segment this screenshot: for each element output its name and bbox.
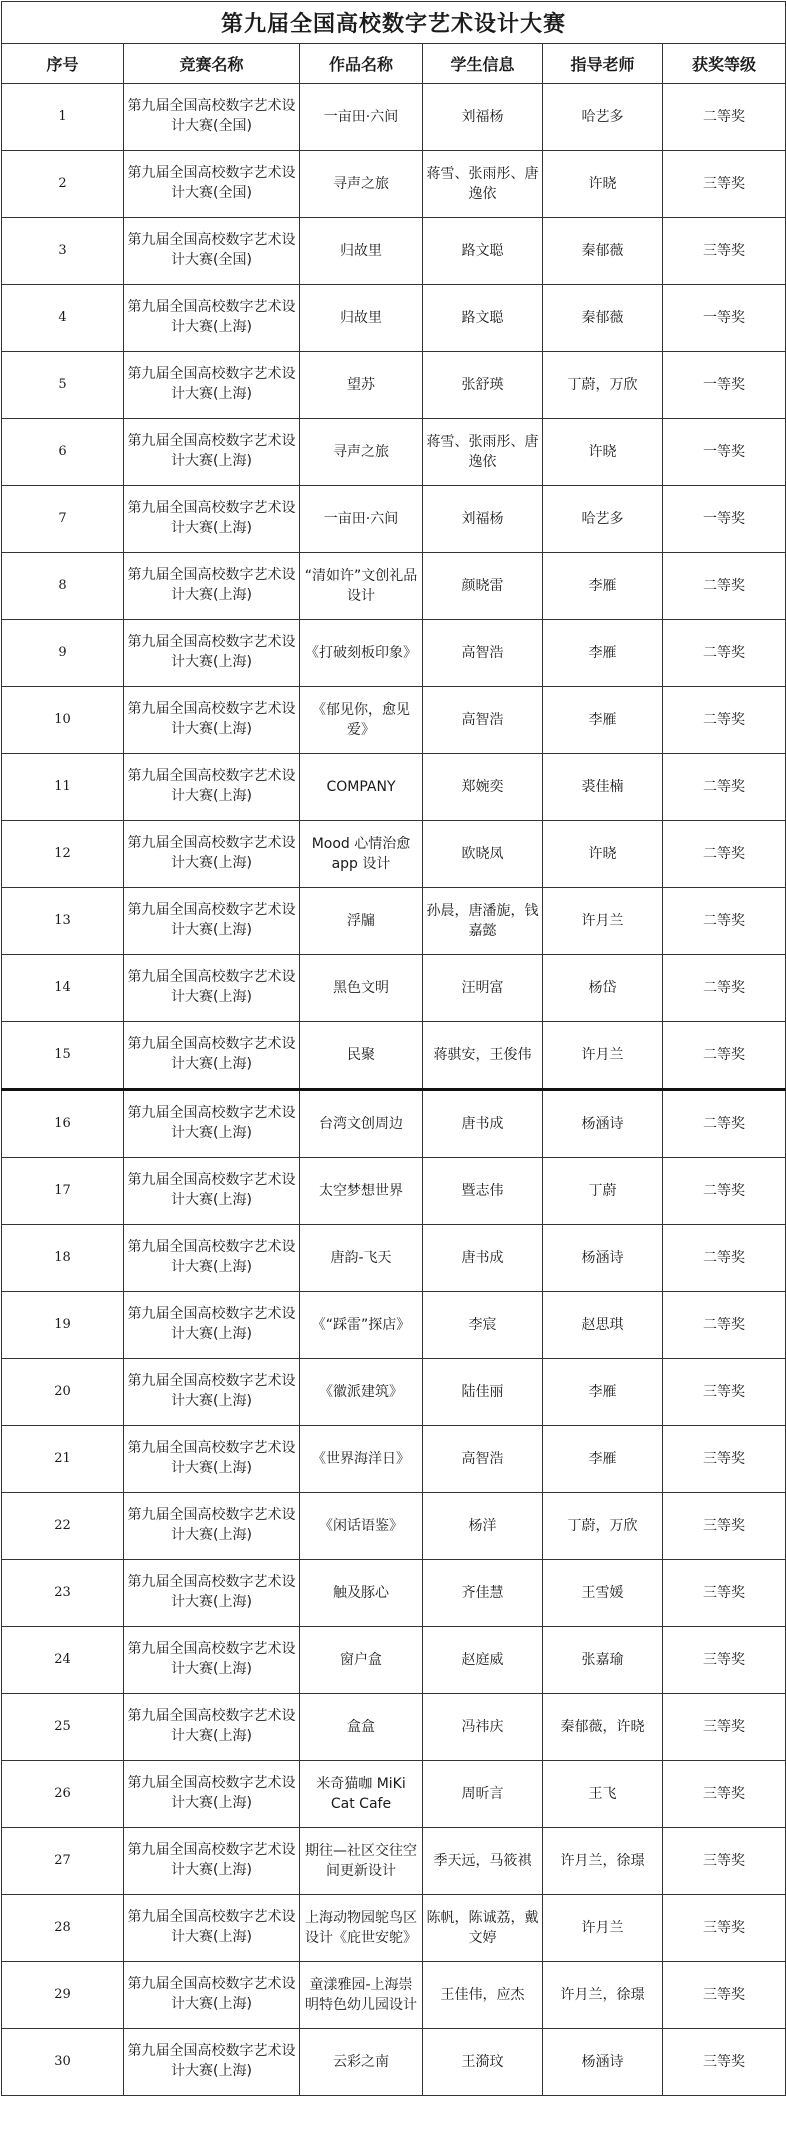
cell-students: 暨志伟: [423, 1158, 543, 1225]
cell-students: 王漪玟: [423, 2029, 543, 2096]
cell-level: 三等奖: [663, 1828, 786, 1895]
cell-work: 寻声之旅: [300, 151, 423, 218]
award-table: [1, 1, 786, 2096]
cell-students: 刘福杨: [423, 486, 543, 553]
cell-competition: 第九届全国高校数字艺术设计大赛(上海): [124, 1895, 300, 1962]
cell-no: 20: [2, 1359, 124, 1426]
cell-work: 《世界海洋日》: [300, 1426, 423, 1493]
cell-teacher: 杨涵诗: [543, 2029, 663, 2096]
cell-level: 三等奖: [663, 218, 786, 285]
cell-work: 童漾雅园-上海崇明特色幼儿园设计: [300, 1962, 423, 2029]
cell-level: 三等奖: [663, 1895, 786, 1962]
cell-teacher: 李雁: [543, 1426, 663, 1493]
table-row: [2, 687, 786, 754]
cell-level: 二等奖: [663, 84, 786, 151]
cell-level: 二等奖: [663, 553, 786, 620]
cell-level: 一等奖: [663, 486, 786, 553]
table-row: [2, 1292, 786, 1359]
table-row: [2, 1359, 786, 1426]
cell-work: 窗户盒: [300, 1627, 423, 1694]
cell-competition: 第九届全国高校数字艺术设计大赛(上海): [124, 486, 300, 553]
cell-students: 孙晨，唐潘旎，钱嘉懿: [423, 888, 543, 955]
table-row: [2, 151, 786, 218]
cell-work: 寻声之旅: [300, 419, 423, 486]
table-row: [2, 754, 786, 821]
cell-students: 陆佳丽: [423, 1359, 543, 1426]
cell-competition: 第九届全国高校数字艺术设计大赛(上海): [124, 1761, 300, 1828]
table-row: [2, 1022, 786, 1090]
cell-no: 22: [2, 1493, 124, 1560]
table-row: [2, 1694, 786, 1761]
cell-level: 二等奖: [663, 754, 786, 821]
cell-level: 三等奖: [663, 1493, 786, 1560]
cell-no: 29: [2, 1962, 124, 2029]
cell-no: 28: [2, 1895, 124, 1962]
cell-competition: 第九届全国高校数字艺术设计大赛(上海): [124, 1694, 300, 1761]
cell-students: 郑婉奕: [423, 754, 543, 821]
cell-work: 盒盒: [300, 1694, 423, 1761]
cell-no: 24: [2, 1627, 124, 1694]
cell-competition: 第九届全国高校数字艺术设计大赛(上海): [124, 1426, 300, 1493]
cell-work: 归故里: [300, 218, 423, 285]
cell-work: 台湾文创周边: [300, 1090, 423, 1158]
cell-teacher: 秦郁薇，许晓: [543, 1694, 663, 1761]
cell-no: 12: [2, 821, 124, 888]
cell-students: 齐佳慧: [423, 1560, 543, 1627]
cell-work: 黑色文明: [300, 955, 423, 1022]
cell-students: 季天远，马筱祺: [423, 1828, 543, 1895]
cell-competition: 第九届全国高校数字艺术设计大赛(上海): [124, 2029, 300, 2096]
cell-level: 三等奖: [663, 1627, 786, 1694]
cell-students: 高智浩: [423, 687, 543, 754]
cell-teacher: 丁蔚，万欣: [543, 1493, 663, 1560]
table-row: [2, 1426, 786, 1493]
cell-level: 二等奖: [663, 1292, 786, 1359]
cell-teacher: 李雁: [543, 1359, 663, 1426]
cell-teacher: 许晓: [543, 821, 663, 888]
cell-level: 三等奖: [663, 1962, 786, 2029]
header-competition: 竞赛名称: [124, 44, 300, 84]
cell-competition: 第九届全国高校数字艺术设计大赛(全国): [124, 84, 300, 151]
cell-students: 蒋雪、张雨彤、唐逸依: [423, 151, 543, 218]
cell-work: 云彩之南: [300, 2029, 423, 2096]
cell-work: 《打破刻板印象》: [300, 620, 423, 687]
cell-teacher: 王雪媛: [543, 1560, 663, 1627]
cell-students: 唐书成: [423, 1090, 543, 1158]
cell-students: 张舒瑛: [423, 352, 543, 419]
cell-level: 二等奖: [663, 1225, 786, 1292]
table-row: [2, 218, 786, 285]
cell-students: 高智浩: [423, 1426, 543, 1493]
cell-teacher: 许月兰: [543, 1022, 663, 1090]
cell-no: 9: [2, 620, 124, 687]
cell-no: 7: [2, 486, 124, 553]
cell-students: 陈帆，陈诚荔，戴文婷: [423, 1895, 543, 1962]
cell-competition: 第九届全国高校数字艺术设计大赛(上海): [124, 1560, 300, 1627]
header-no: 序号: [2, 44, 124, 84]
cell-teacher: 许月兰: [543, 1895, 663, 1962]
cell-competition: 第九届全国高校数字艺术设计大赛(上海): [124, 352, 300, 419]
cell-level: 二等奖: [663, 1090, 786, 1158]
cell-level: 一等奖: [663, 285, 786, 352]
cell-level: 三等奖: [663, 1359, 786, 1426]
cell-no: 27: [2, 1828, 124, 1895]
cell-competition: 第九届全国高校数字艺术设计大赛(上海): [124, 1022, 300, 1090]
cell-students: 周昕言: [423, 1761, 543, 1828]
cell-level: 二等奖: [663, 955, 786, 1022]
table-row: [2, 1627, 786, 1694]
cell-no: 6: [2, 419, 124, 486]
cell-competition: 第九届全国高校数字艺术设计大赛(上海): [124, 553, 300, 620]
cell-work: 《闲话语鉴》: [300, 1493, 423, 1560]
cell-no: 14: [2, 955, 124, 1022]
cell-level: 二等奖: [663, 687, 786, 754]
cell-students: 赵庭威: [423, 1627, 543, 1694]
cell-no: 18: [2, 1225, 124, 1292]
cell-level: 一等奖: [663, 352, 786, 419]
cell-competition: 第九届全国高校数字艺术设计大赛(全国): [124, 218, 300, 285]
cell-competition: 第九届全国高校数字艺术设计大赛(上海): [124, 1090, 300, 1158]
cell-teacher: 杨涵诗: [543, 1225, 663, 1292]
cell-work: 一亩田·六间: [300, 486, 423, 553]
cell-work: 米奇猫咖 MiKi Cat Cafe: [300, 1761, 423, 1828]
cell-level: 二等奖: [663, 888, 786, 955]
cell-students: 王佳伟，应杰: [423, 1962, 543, 2029]
cell-work: 一亩田·六间: [300, 84, 423, 151]
cell-teacher: 秦郁薇: [543, 218, 663, 285]
cell-competition: 第九届全国高校数字艺术设计大赛(上海): [124, 821, 300, 888]
cell-competition: 第九届全国高校数字艺术设计大赛(上海): [124, 1962, 300, 2029]
cell-students: 路文聪: [423, 285, 543, 352]
cell-teacher: 丁蔚，万欣: [543, 352, 663, 419]
cell-level: 一等奖: [663, 419, 786, 486]
cell-students: 欧晓凤: [423, 821, 543, 888]
header-students: 学生信息: [423, 44, 543, 84]
cell-no: 10: [2, 687, 124, 754]
header-level: 获奖等级: [663, 44, 786, 84]
table-row: [2, 1761, 786, 1828]
cell-students: 蒋雪、张雨彤、唐逸依: [423, 419, 543, 486]
table-row: [2, 352, 786, 419]
cell-level: 三等奖: [663, 151, 786, 218]
cell-students: 高智浩: [423, 620, 543, 687]
cell-work: 《郁见你，愈见爱》: [300, 687, 423, 754]
cell-work: 上海动物园鸵鸟区设计《庇世安鸵》: [300, 1895, 423, 1962]
cell-students: 蒋骐安，王俊伟: [423, 1022, 543, 1090]
cell-no: 21: [2, 1426, 124, 1493]
cell-no: 5: [2, 352, 124, 419]
cell-competition: 第九届全国高校数字艺术设计大赛(上海): [124, 687, 300, 754]
cell-no: 19: [2, 1292, 124, 1359]
table-row: [2, 1158, 786, 1225]
header-teacher: 指导老师: [543, 44, 663, 84]
table-row: [2, 821, 786, 888]
cell-students: 颜晓雷: [423, 553, 543, 620]
table-title: 第九届全国高校数字艺术设计大赛: [2, 2, 786, 44]
cell-work: 《徽派建筑》: [300, 1359, 423, 1426]
cell-no: 2: [2, 151, 124, 218]
cell-level: 三等奖: [663, 2029, 786, 2096]
cell-competition: 第九届全国高校数字艺术设计大赛(上海): [124, 1359, 300, 1426]
cell-competition: 第九届全国高校数字艺术设计大赛(上海): [124, 285, 300, 352]
cell-level: 二等奖: [663, 821, 786, 888]
table-row: [2, 2029, 786, 2096]
cell-teacher: 许晓: [543, 419, 663, 486]
table-row: [2, 486, 786, 553]
cell-level: 二等奖: [663, 1158, 786, 1225]
cell-competition: 第九届全国高校数字艺术设计大赛(上海): [124, 1158, 300, 1225]
table-row: [2, 1895, 786, 1962]
table-row: [2, 1225, 786, 1292]
cell-competition: 第九届全国高校数字艺术设计大赛(上海): [124, 888, 300, 955]
cell-teacher: 许月兰，徐璟: [543, 1828, 663, 1895]
cell-work: 望苏: [300, 352, 423, 419]
table-row: [2, 1493, 786, 1560]
cell-teacher: 李雁: [543, 687, 663, 754]
cell-level: 二等奖: [663, 1022, 786, 1090]
cell-work: Mood 心情治愈 app 设计: [300, 821, 423, 888]
cell-teacher: 秦郁薇: [543, 285, 663, 352]
cell-no: 25: [2, 1694, 124, 1761]
table-row: [2, 84, 786, 151]
cell-teacher: 张嘉瑜: [543, 1627, 663, 1694]
cell-teacher: 赵思琪: [543, 1292, 663, 1359]
cell-teacher: 王飞: [543, 1761, 663, 1828]
table-body: [2, 84, 786, 2096]
cell-no: 16: [2, 1090, 124, 1158]
cell-work: COMPANY: [300, 754, 423, 821]
table-row: [2, 1828, 786, 1895]
cell-competition: 第九届全国高校数字艺术设计大赛(全国): [124, 151, 300, 218]
cell-competition: 第九届全国高校数字艺术设计大赛(上海): [124, 1292, 300, 1359]
cell-students: 路文聪: [423, 218, 543, 285]
cell-no: 26: [2, 1761, 124, 1828]
cell-students: 唐书成: [423, 1225, 543, 1292]
table-row: [2, 955, 786, 1022]
cell-level: 三等奖: [663, 1761, 786, 1828]
cell-work: “清如许”文创礼品设计: [300, 553, 423, 620]
cell-level: 三等奖: [663, 1560, 786, 1627]
cell-teacher: 杨岱: [543, 955, 663, 1022]
cell-level: 三等奖: [663, 1426, 786, 1493]
cell-level: 三等奖: [663, 1694, 786, 1761]
cell-competition: 第九届全国高校数字艺术设计大赛(上海): [124, 620, 300, 687]
cell-teacher: 许晓: [543, 151, 663, 218]
table-row: [2, 620, 786, 687]
cell-no: 13: [2, 888, 124, 955]
cell-teacher: 裘佳楠: [543, 754, 663, 821]
cell-competition: 第九届全国高校数字艺术设计大赛(上海): [124, 419, 300, 486]
table-row: [2, 1560, 786, 1627]
header-work: 作品名称: [300, 44, 423, 84]
cell-students: 李宸: [423, 1292, 543, 1359]
table-row: [2, 419, 786, 486]
cell-work: 触及豚心: [300, 1560, 423, 1627]
cell-teacher: 丁蔚: [543, 1158, 663, 1225]
cell-work: 浮牖: [300, 888, 423, 955]
cell-competition: 第九届全国高校数字艺术设计大赛(上海): [124, 754, 300, 821]
cell-level: 二等奖: [663, 620, 786, 687]
cell-competition: 第九届全国高校数字艺术设计大赛(上海): [124, 955, 300, 1022]
cell-teacher: 哈艺多: [543, 486, 663, 553]
cell-no: 1: [2, 84, 124, 151]
cell-competition: 第九届全国高校数字艺术设计大赛(上海): [124, 1225, 300, 1292]
cell-no: 23: [2, 1560, 124, 1627]
cell-students: 杨洋: [423, 1493, 543, 1560]
cell-no: 17: [2, 1158, 124, 1225]
cell-work: 民聚: [300, 1022, 423, 1090]
title-row: [2, 2, 786, 44]
table-row: [2, 285, 786, 352]
cell-competition: 第九届全国高校数字艺术设计大赛(上海): [124, 1627, 300, 1694]
cell-teacher: 许月兰: [543, 888, 663, 955]
cell-students: 冯祎庆: [423, 1694, 543, 1761]
header-row: [2, 44, 786, 84]
cell-competition: 第九届全国高校数字艺术设计大赛(上海): [124, 1493, 300, 1560]
table-row: [2, 888, 786, 955]
cell-no: 11: [2, 754, 124, 821]
cell-students: 汪明富: [423, 955, 543, 1022]
cell-work: 唐韵-飞天: [300, 1225, 423, 1292]
cell-work: 《“踩雷”探店》: [300, 1292, 423, 1359]
table-row: [2, 553, 786, 620]
cell-work: 期往—社区交往空间更新设计: [300, 1828, 423, 1895]
cell-work: 归故里: [300, 285, 423, 352]
table-row: [2, 1090, 786, 1158]
cell-competition: 第九届全国高校数字艺术设计大赛(上海): [124, 1828, 300, 1895]
table-row: [2, 1962, 786, 2029]
cell-work: 太空梦想世界: [300, 1158, 423, 1225]
cell-no: 4: [2, 285, 124, 352]
cell-teacher: 哈艺多: [543, 84, 663, 151]
cell-no: 8: [2, 553, 124, 620]
cell-teacher: 李雁: [543, 553, 663, 620]
cell-teacher: 李雁: [543, 620, 663, 687]
cell-no: 3: [2, 218, 124, 285]
cell-students: 刘福杨: [423, 84, 543, 151]
cell-teacher: 许月兰，徐璟: [543, 1962, 663, 2029]
cell-teacher: 杨涵诗: [543, 1090, 663, 1158]
cell-no: 30: [2, 2029, 124, 2096]
cell-no: 15: [2, 1022, 124, 1090]
